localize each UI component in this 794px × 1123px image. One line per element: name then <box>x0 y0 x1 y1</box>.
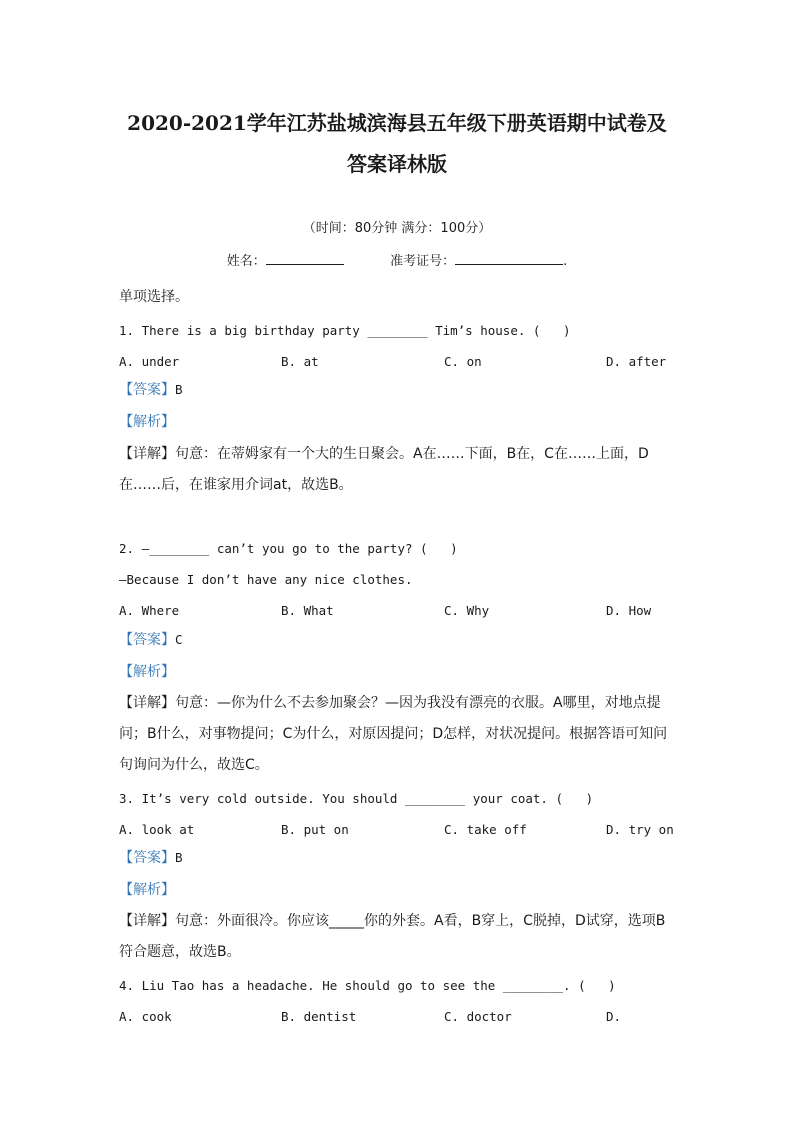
question-3-answer-value: B <box>175 850 183 865</box>
question-3-answer <box>119 849 183 867</box>
section-title: 单项选择。 <box>119 289 189 305</box>
question-3-detail-line-1: 句意：外面很冷。你应该_____你的外套。A看，B穿上，C脱掉，D试穿，选项B <box>175 913 666 929</box>
question-1-answer <box>119 381 183 399</box>
question-4-option-c: C. doctor <box>444 1009 512 1024</box>
id-suffix: . <box>563 254 568 269</box>
question-1-option-c: C. on <box>444 354 482 369</box>
id-field[interactable] <box>455 250 563 265</box>
candidate-fields <box>0 250 794 269</box>
question-2-option-a: A. Where <box>119 603 180 618</box>
question-2-answer-value: C <box>175 632 183 647</box>
question-2-stem-reply: —Because I don’t have any nice clothes. <box>119 572 413 587</box>
question-2-answer <box>119 631 183 649</box>
document-title-line-2: 答案译林版 <box>347 152 447 176</box>
question-1-detail <box>119 445 649 463</box>
question-4-option-a: A. cook <box>119 1009 172 1024</box>
question-3-detail <box>119 912 665 930</box>
question-1-analysis-label: 【解析】 <box>119 414 175 430</box>
answer-label: 【答案】 <box>119 850 175 866</box>
question-1-detail-line-1: 句意：在蒂姆家有一个大的生日聚会。A在……下面，B在，C在……上面，D <box>175 446 649 462</box>
question-2-analysis-label: 【解析】 <box>119 664 175 680</box>
name-label: 姓名： <box>226 254 266 269</box>
question-1-option-d: D. after <box>606 354 667 369</box>
question-1-option-a: A. under <box>119 354 180 369</box>
question-2-detail-line-2: 问；B什么，对事物提问；C为什么，对原因提问；D怎样，对状况提问。根据答语可知问 <box>119 726 668 742</box>
question-2-detail-line-1: 句意：—你为什么不去参加聚会？—因为我没有漂亮的衣服。A哪里，对地点提 <box>175 695 661 711</box>
answer-label: 【答案】 <box>119 382 175 398</box>
question-3-stem: 3. It’s very cold outside. You should ________ your coat. ( ) <box>119 791 594 806</box>
detail-label: 【详解】 <box>119 913 175 929</box>
exam-info: （时间：80分钟 满分：100分） <box>302 221 492 236</box>
question-3-option-b: B. put on <box>281 822 349 837</box>
answer-label: 【答案】 <box>119 632 175 648</box>
detail-label: 【详解】 <box>119 446 175 462</box>
question-2-stem: 2. —________ can’t you go to the party? ( ) <box>119 541 458 556</box>
question-3-option-c: C. take off <box>444 822 527 837</box>
question-2-option-b: B. What <box>281 603 334 618</box>
question-3-option-a: A. look at <box>119 822 195 837</box>
question-3-analysis-label: 【解析】 <box>119 882 175 898</box>
question-2-detail-line-3: 句询问为什么，故选C。 <box>119 757 269 773</box>
question-3-option-d: D. try on <box>606 822 674 837</box>
question-2-option-d: D. How <box>606 603 652 618</box>
name-field[interactable] <box>266 250 344 265</box>
question-1-detail-line-2: 在……后，在谁家用介词at，故选B。 <box>119 477 353 493</box>
question-1-answer-value: B <box>175 382 183 397</box>
id-label: 准考证号： <box>390 254 456 269</box>
document-title-line-1: 2020-2021学年江苏盐城滨海县五年级下册英语期中试卷及 <box>127 111 667 135</box>
question-4-option-d: D. <box>606 1009 622 1024</box>
question-2-detail <box>119 694 661 712</box>
detail-label: 【详解】 <box>119 695 175 711</box>
question-4-option-b: B. dentist <box>281 1009 357 1024</box>
question-4-stem: 4. Liu Tao has a headache. He should go to see the ________. ( ) <box>119 978 616 993</box>
question-1-option-b: B. at <box>281 354 319 369</box>
question-3-detail-line-2: 符合题意，故选B。 <box>119 944 241 960</box>
question-2-option-c: C. Why <box>444 603 490 618</box>
question-1-stem: 1. There is a big birthday party ________ Tim’s house. ( ) <box>119 323 571 338</box>
